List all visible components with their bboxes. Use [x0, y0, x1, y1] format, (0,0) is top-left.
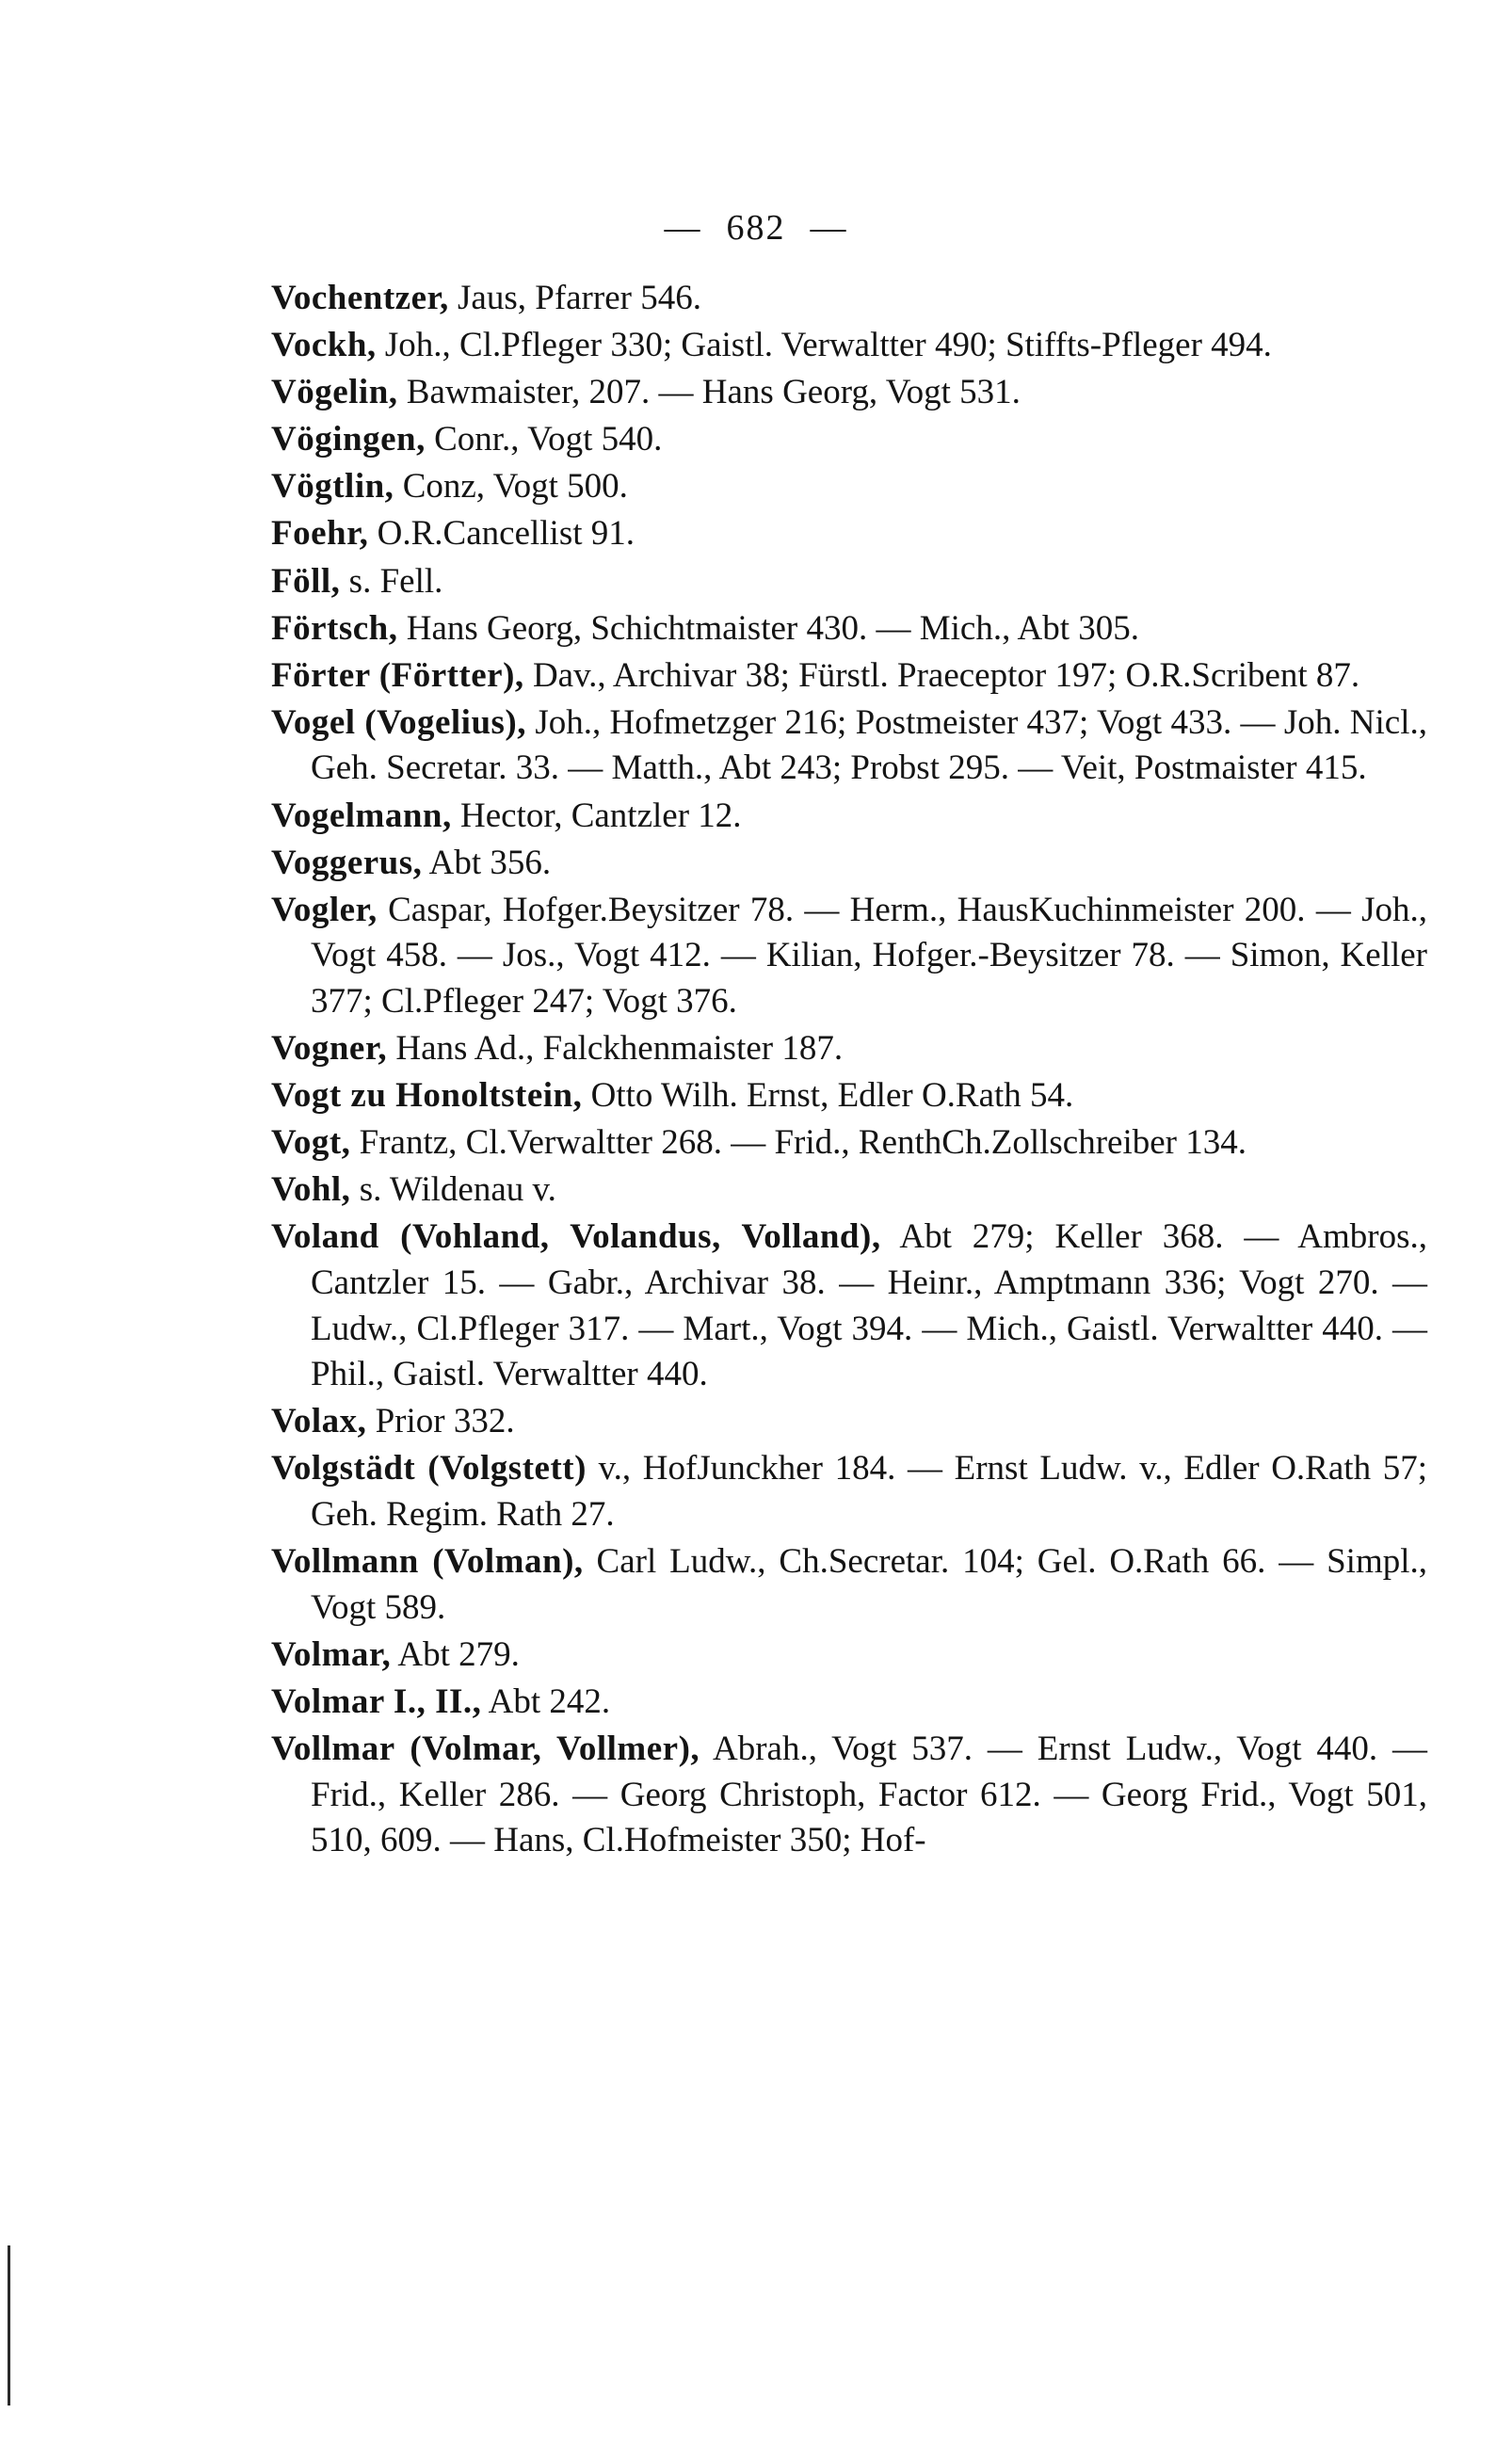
entry-text: Joh., Cl.Pfleger 330; Gaistl. Verwaltter 490; Stiffts-Pfleger 494.	[384, 326, 1272, 365]
index-entry	[271, 1633, 1427, 1679]
entry-headword: Förtsch,	[271, 608, 398, 648]
entry-headword: Voggerus,	[271, 843, 423, 882]
entry-headword: Vockh,	[271, 326, 377, 365]
index-entry	[271, 1680, 1427, 1726]
entry-headword: Foehr,	[271, 514, 369, 554]
entry-text: Conr., Vogt 540.	[434, 420, 663, 459]
index-entry	[271, 700, 1427, 792]
entry-headword: Vögelin,	[271, 373, 398, 412]
entry-headword: Vogelmann,	[271, 796, 452, 835]
entry-headword: Vogel (Vogelius),	[271, 702, 527, 742]
entry-text: Abt 356.	[428, 843, 552, 882]
entry-text: Caspar, Hofger.Beysitzer 78. — Herm., HausKuchinmeister 200. — Joh., Vogt 458. — Jos., Vogt 412. — Kilian, Hofger.-Beysitzer 78. — Simon, Keller 377; Cl.Pfleger 247; Vogt 376.	[311, 890, 1428, 1021]
entry-headword: Volmar,	[271, 1634, 392, 1674]
index-entry	[271, 1399, 1427, 1445]
entry-text: Hans Ad., Falckhenmaister 187.	[395, 1029, 844, 1068]
page-number-dash-left: —	[664, 208, 702, 248]
index-entry	[271, 1167, 1427, 1214]
entry-text: Hector, Cantzler 12.	[460, 796, 742, 835]
index-entry	[271, 464, 1427, 510]
index-entry	[271, 370, 1427, 416]
entry-headword: Vogner,	[271, 1029, 388, 1068]
index-entry	[271, 417, 1427, 463]
index-entry	[271, 1026, 1427, 1072]
index-entry	[271, 1120, 1427, 1167]
entry-headword: Förter (Förtter),	[271, 655, 524, 695]
entry-text: Bawmaister, 207. — Hans Georg, Vogt 531.	[406, 373, 1021, 412]
entry-text: Frantz, Cl.Verwaltter 268. — Frid., RenthCh.Zollschreiber 134.	[359, 1123, 1247, 1163]
entry-text: Abt 279; Keller 368. — Ambros., Cantzler 15. — Gabr., Archivar 38. — Heinr., Amptmann 336; Vogt 270. — Ludw., Cl.Pfleger 317. — Mart., Vogt 394. — Mich., Gaistl. Verwaltter 440. — Phil., Gaistl. Verwaltter 440.	[311, 1217, 1427, 1394]
index-entry	[271, 1727, 1427, 1864]
index-entry	[271, 511, 1427, 557]
entry-text: Hans Georg, Schichtmaister 430. — Mich., Abt 305.	[406, 608, 1140, 648]
entry-text: Dav., Archivar 38; Fürstl. Praeceptor 197; O.R.Scribent 87.	[532, 655, 1360, 695]
index-entry	[271, 276, 1427, 322]
entry-text: s. Fell.	[348, 561, 443, 601]
index-entry	[271, 1446, 1427, 1537]
entry-text: Jaus, Pfarrer 546.	[458, 279, 701, 317]
entry-headword: Vollmar (Volmar, Vollmer),	[271, 1729, 700, 1768]
entry-text: Prior 332.	[375, 1402, 515, 1441]
entry-text: Abt 242.	[488, 1682, 611, 1721]
entry-headword: Föll,	[271, 561, 341, 601]
entry-text: Joh., Hofmetzger 216; Postmeister 437; Vogt 433. — Joh. Nicl., Geh. Secretar. 33. — Matth., Abt 243; Probst 295. — Veit, Postmaister 415.	[311, 702, 1428, 788]
index-entry	[271, 559, 1427, 605]
entry-headword: Vohl,	[271, 1170, 351, 1210]
page-number: 682	[726, 208, 786, 248]
entry-headword: Vollmann (Volman),	[271, 1542, 584, 1582]
entry-headword: Volax,	[271, 1402, 367, 1441]
page-number-dash-right: —	[810, 208, 848, 248]
entry-text: Carl Ludw., Ch.Secretar. 104; Gel. O.Rath 66. — Simpl., Vogt 589.	[311, 1542, 1427, 1627]
entry-text: Abrah., Vogt 537. — Ernst Ludw., Vogt 440. — Frid., Keller 286. — Georg Christoph, Factor 612. — Georg Frid., Vogt 501, 510, 609. — Hans, Cl.Hofmeister 350; Hof-	[311, 1729, 1428, 1860]
entry-text: O.R.Cancellist 91.	[377, 514, 635, 554]
entry-text: Abt 279.	[397, 1634, 520, 1674]
entry-text: v., HofJunckher 184. — Ernst Ludw. v., Edler O.Rath 57; Geh. Regim. Rath 27.	[311, 1449, 1427, 1534]
scan-edge-mark	[8, 2245, 10, 2406]
entry-headword: Vögtlin,	[271, 467, 394, 507]
index-entry	[271, 794, 1427, 840]
index-entry	[271, 1539, 1427, 1631]
entry-headword: Vogt zu Honoltstein,	[271, 1076, 583, 1116]
index-entry	[271, 323, 1427, 369]
index-entry	[271, 606, 1427, 652]
page-number-header	[0, 207, 1512, 249]
index-entries	[271, 276, 1427, 1865]
entry-headword: Voland (Vohland, Volandus, Volland),	[271, 1217, 881, 1257]
entry-headword: Vochentzer,	[271, 279, 449, 317]
index-entry	[271, 841, 1427, 887]
entry-text: s. Wildenau v.	[359, 1170, 556, 1210]
index-entry	[271, 1215, 1427, 1397]
index-entry	[271, 888, 1427, 1025]
entry-headword: Vogler,	[271, 890, 378, 929]
entry-headword: Vögingen,	[271, 420, 426, 459]
entry-text: Otto Wilh. Ernst, Edler O.Rath 54.	[590, 1076, 1074, 1116]
index-entry	[271, 1073, 1427, 1119]
entry-headword: Volgstädt (Volgstett)	[271, 1449, 587, 1488]
entry-headword: Vogt,	[271, 1123, 351, 1163]
index-entry	[271, 653, 1427, 700]
entry-text: Conz, Vogt 500.	[402, 467, 628, 507]
entry-headword: Volmar I., II.,	[271, 1682, 482, 1721]
